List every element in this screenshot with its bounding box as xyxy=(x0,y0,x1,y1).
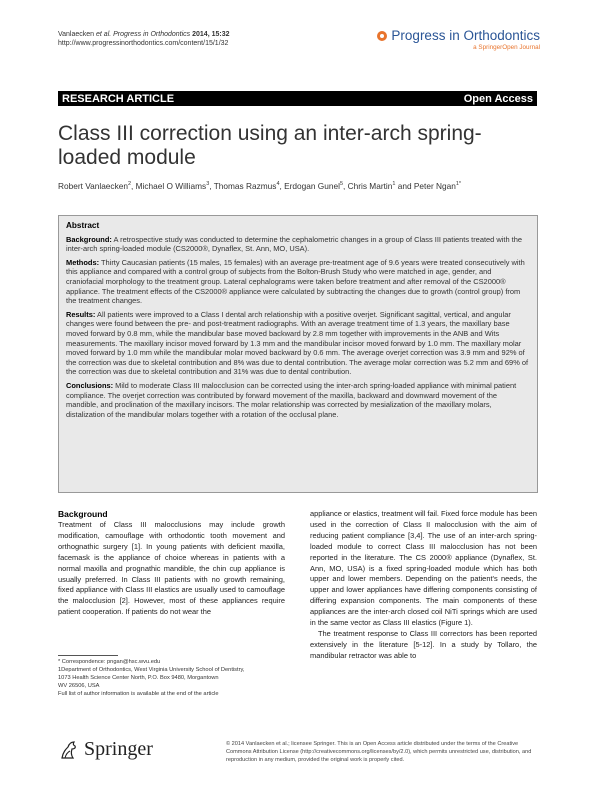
body-paragraph: The treatment response to Class III correctors has been reported extensively in the literature [5-12]. In a study by Tollaro, the mandibular retractor was able to xyxy=(310,628,537,660)
footnote-divider xyxy=(58,655,118,656)
article-url[interactable]: http://www.progressinorthodontics.com/content/15/1/32 xyxy=(58,40,229,47)
page-header-citation xyxy=(58,30,229,48)
author-name: Chris Martin xyxy=(347,181,393,191)
author-list xyxy=(58,181,461,191)
abstract-methods xyxy=(66,258,530,306)
abstract-background-label: Background: xyxy=(66,234,112,244)
author-name: Robert Vanlaecken xyxy=(58,181,128,191)
journal-name: Progress in Orthodontics xyxy=(391,28,540,43)
abstract-conclusions-label: Conclusions: xyxy=(66,380,114,390)
journal-name-row xyxy=(377,28,540,43)
author-affiliation-mark: 2 xyxy=(127,181,132,188)
author-separator: , xyxy=(279,181,285,191)
body-paragraph: Treatment of Class III malocclusions may include growth modification, camouflage with orthodontic tooth movement and orthognathic surgery [1]. In young patients with deficient maxilla, facemask is the appliance of choice whereas in patients with a normal maxilla and prognathic mandible, the chin cup appliance is usually preferred. In Class III patients with no growth remaining, fixed appliance with Class III elastics are usually used to camouflage the malocclusion [2]. However, most of these appliances require patient cooperation. If patients do not wear the xyxy=(58,520,285,617)
body-paragraph: appliance or elastics, treatment will fail. Fixed force module has been used in the correction of Class II malocclusion with the aim of reducing patient compliance [3,4]. The use of an inter-arch spring-loaded module to correct Class III malocclusion has not been reported in the literature. The CS 2000® appliance (Dynaflex, St. Ann, MO, USA) is a fixed spring-loaded module which has both upper and lower members. Depending on the patient's needs, the upper and lower appliances have differing components consisting of differing expansion components. The main components of these appliances are the inter-arch closed coil NiTi springs which are used in the same vector as Class III elastics (Figure 1). xyxy=(310,509,537,628)
abstract-results xyxy=(66,310,530,377)
author-info-note: Full list of author information is available at the end of the article xyxy=(58,691,219,697)
affiliation-line: WV 26506, USA xyxy=(58,683,100,689)
abstract-results-label: Results: xyxy=(66,309,96,319)
author-affiliation-mark: 3 xyxy=(206,181,210,188)
journal-subtitle: a SpringerOpen Journal xyxy=(473,44,540,51)
author-affiliation-mark: 4 xyxy=(276,181,280,188)
open-access-label: Open Access xyxy=(463,92,533,105)
correspondence-email[interactable]: * Correspondence: pngan@hsc.wvu.edu xyxy=(58,659,161,665)
citation-volume: 2014, 15:32 xyxy=(190,31,230,38)
publisher-name: Springer xyxy=(84,738,153,760)
author-name: Thomas Razmus xyxy=(213,181,277,191)
author-name: Michael O Williams xyxy=(135,181,207,191)
body-column-left xyxy=(58,509,285,618)
abstract-methods-label: Methods: xyxy=(66,257,100,267)
abstract-background-text: A retrospective study was conducted to determine the cephalometric changes in a group of Class III patients treated with the inter-arch spring-loaded module (CS2000®, Dynaflex, St. Ann, MO, USA). xyxy=(66,234,522,254)
citation-line xyxy=(58,30,229,39)
section-heading-background: Background xyxy=(58,509,108,519)
abstract-box xyxy=(58,215,538,493)
license-statement: © 2014 Vanlaecken et al.; licensee Springer. This is an Open Access article distributed under the terms of the Creative Commons Attribution License (http://creativecommons.org/licenses/by/2.0), which permits unrestricted use, distribution, and reproduction in any medium, provided the original work is properly cited. xyxy=(226,741,532,763)
author-name: Erdogan Gunel xyxy=(284,181,340,191)
abstract-heading: Abstract xyxy=(66,221,100,230)
author-affiliation-mark: 5 xyxy=(339,181,344,188)
author-separator: , xyxy=(343,181,348,191)
progress-logo-icon xyxy=(377,31,387,41)
author-affiliation-mark: 1* xyxy=(455,181,462,188)
article-type-banner xyxy=(58,91,537,106)
author-affiliation-mark: 1 xyxy=(392,181,396,188)
journal-branding xyxy=(377,28,540,51)
springer-horse-icon xyxy=(58,739,80,761)
author-separator: , xyxy=(209,181,214,191)
article-title: Class III correction using an inter-arch spring-loaded module xyxy=(58,122,482,169)
abstract-background xyxy=(66,235,530,254)
abstract-results-text: All patients were improved to a Class I dental arch relationship with a positive overjet. Significant sagittal, vertical, and angular changes were found between the pre- and post-treatment radiographs. With an average treatment time of 1.3 years, the maxillary base moved forward by 0.8 mm, while the mandibular base moved backward by 2.8 mm together with improvements in the ANB and Wits measurements. The maxillary incisor moved forward by 1.3 mm and the mandibular incisor moved forward by 1.0 mm. The maxillary molar moved forward by 1.0 mm while the mandibular molar moved backward by 0.6 mm. The average overjet correction was 3.9 mm and 92% of the correction was due to skeletal contribution and 8% was due to dental contribution. The average molar correction was 5.2 mm and 69% of the correction was due to skeletal contribution and 31% was due to dental contribution. xyxy=(66,309,529,377)
publisher-logo xyxy=(58,738,153,761)
citation-journal: et al. Progress in Orthodontics xyxy=(96,31,191,38)
author-separator: and xyxy=(395,181,414,191)
abstract-methods-text: Thirty Caucasian patients (15 males, 15 females) with an average pre-treatment age of 9.6 years were treated consecutively with this appliance and compared with a control group of subjects from the Bolton-Brush Study who were matched in age, gender, and craniofacial morphology to the treatment group. Lateral cephalograms were taken before treatment and after removal of the CS2000® appliance. The treatment effects of the CS2000® appliance were calculated by subtracting the changes due to growth (control group) from the treatment changes. xyxy=(66,257,525,306)
correspondence-footnote xyxy=(58,658,288,698)
body-column-right xyxy=(310,509,537,662)
article-type-label: RESEARCH ARTICLE xyxy=(62,92,175,105)
affiliation-line: 1073 Health Science Center North, P.O. Box 9480, Morgantown xyxy=(58,675,219,681)
abstract-conclusions xyxy=(66,381,530,419)
author-name: Peter Ngan xyxy=(413,181,456,191)
author-separator: , xyxy=(131,181,136,191)
citation-authors: Vanlaecken xyxy=(58,31,97,38)
abstract-conclusions-text: Mild to moderate Class III malocclusion can be corrected using the inter-arch spring-loaded appliance with minimal patient compliance. The overjet correction was contributed by forward movement of the maxilla, backward and downward movement of the mandible, and proclination of the maxillary incisors. The molar relationship was corrected by mesialization of the maxillary molars, distalization of the mandibular molars together with a rotation of the occlusal plane. xyxy=(66,380,517,419)
affiliation-line: 1Department of Orthodontics, West Virginia University School of Dentistry, xyxy=(58,667,245,673)
